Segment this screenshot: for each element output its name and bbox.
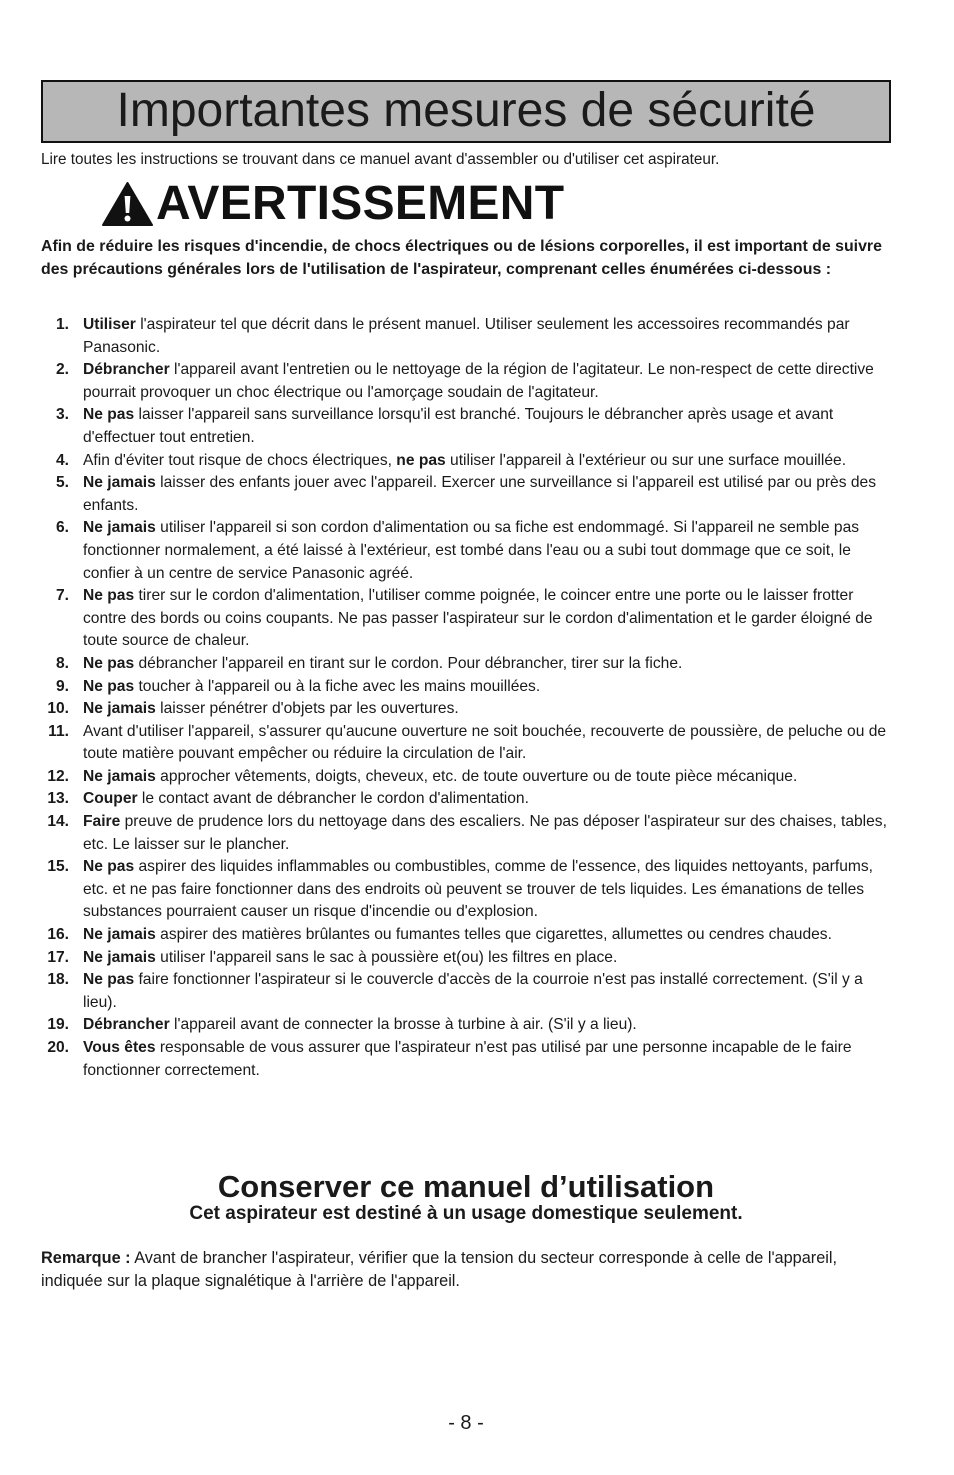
remark-paragraph — [41, 1247, 891, 1293]
rule-number: 14. — [47, 813, 69, 831]
safety-rule-item — [41, 359, 891, 404]
safety-rules-list — [41, 314, 891, 1082]
rule-text: tirer sur le cordon d'alimentation, l'utiliser comme poignée, le coincer entre une porte ou le laisser frotter contre des bords ou coins coupants. Ne pas passer l'aspirateur sur le cordon d'alimentation et le garder éloigné de toute source de chaleur. — [83, 587, 873, 650]
warning-lead: Afin de réduire les risques d'incendie, de chocs électriques ou de lésions corporelles, il est important de suivre des précautions générales lors de l'utilisation de l'aspirateur, comprenant celles énumérées ci-dessous : — [41, 238, 882, 278]
rule-keyword: Ne pas — [83, 406, 135, 424]
rule-number: 16. — [47, 926, 69, 944]
safety-rule-item — [41, 314, 891, 359]
rule-keyword: Ne jamais — [83, 474, 156, 492]
rule-keyword: Débrancher — [83, 361, 170, 379]
rule-text: laisser des enfants jouer avec l'appareil. Exercer une surveillance si l'appareil est utilisé par ou près des enfants. — [83, 474, 877, 514]
page-number: - 8 - — [448, 1412, 484, 1434]
warning-heading — [101, 176, 564, 232]
rule-text: Avant d'utiliser l'appareil, s'assurer qu'aucune ouverture ne soit bouchée, recouverte de poussière, de peluche ou de toute matière pouvant empêcher ou réduire la circulation de l'air. — [83, 722, 887, 763]
rule-text: l'aspirateur tel que décrit dans le présent manuel. Utiliser seulement les accessoires recommandés par Panasonic. — [83, 316, 850, 356]
rule-text: débrancher l'appareil en tirant sur le cordon. Pour débrancher, tirer sur la fiche. — [134, 654, 683, 672]
safety-rule-item — [41, 856, 891, 924]
safety-rule-item — [41, 698, 891, 721]
rule-text: utiliser l'appareil sans le sac à poussière et(ou) les filtres en place. — [155, 948, 618, 966]
safety-rule-item — [41, 517, 891, 585]
rule-keyword: Ne jamais — [83, 948, 156, 966]
rule-number: 8. — [55, 654, 69, 672]
rule-keyword: Ne pas — [83, 587, 135, 605]
safety-rule-item — [41, 766, 891, 789]
rule-keyword: Ne jamais — [83, 519, 156, 537]
rule-text: utiliser l'appareil à l'extérieur ou sur une surface mouillée. — [445, 451, 847, 469]
rule-number: 15. — [47, 858, 69, 876]
rule-number: 2. — [55, 361, 69, 379]
intro-text: Lire toutes les instructions se trouvant dans ce manuel avant d'assembler ou d'utiliser cet aspirateur. — [41, 151, 720, 168]
rule-keyword: Ne pas — [83, 858, 135, 876]
rule-keyword: Ne jamais — [83, 700, 156, 718]
rule-text: l'appareil avant de connecter la brosse à turbine à air. (S'il y a lieu). — [169, 1016, 637, 1034]
rule-keyword: Débrancher — [83, 1016, 170, 1034]
rule-number: 4. — [55, 451, 69, 469]
rule-text: laisser pénétrer d'objets par les ouvertures. — [155, 700, 459, 718]
remark-text: Avant de brancher l'aspirateur, vérifier que la tension du secteur corresponde à celle de l'appareil, indiquée sur la plaque signalétique à l'arrière de l'appareil. — [41, 1249, 838, 1290]
rule-text: aspirer des liquides inflammables ou combustibles, comme de l'essence, des liquides nettoyants, parfums, etc. et ne pas faire fonctionner dans des endroits où peuvent se trouver de tels liquides. Les émanations de telles substances pourraient causer un risque d'incendie ou d'explosion. — [83, 858, 873, 921]
warning-triangle-icon — [101, 181, 154, 227]
safety-rule-item — [41, 811, 891, 856]
safety-rule-item — [41, 969, 891, 1014]
rule-number: 9. — [55, 677, 69, 695]
keep-manual-title: Conserver ce manuel d’utilisation — [217, 1169, 715, 1204]
rule-text: approcher vêtements, doigts, cheveux, etc. de toute ouverture ou de toute pièce mécanique. — [155, 767, 798, 785]
rule-number: 12. — [47, 767, 69, 785]
rule-keyword: Ne pas — [83, 971, 135, 989]
page-title-box — [41, 80, 891, 143]
rule-text: preuve de prudence lors du nettoyage dans des escaliers. Ne pas déposer l'aspirateur sur des chaises, tables, etc. Le laisser sur le plancher. — [83, 813, 887, 853]
rule-number: 5. — [55, 474, 69, 492]
safety-rule-item — [41, 721, 891, 766]
rule-keyword: Faire — [83, 813, 121, 831]
rule-number: 6. — [55, 519, 69, 537]
rule-number: 18. — [47, 971, 69, 989]
remark-label: Remarque : — [41, 1249, 131, 1267]
safety-rule-item — [41, 450, 891, 473]
rule-text: l'appareil avant l'entretien ou le nettoyage de la région de l'agitateur. Le non-respect de cette directive pourrait provoquer un choc électrique ou l'amorçage soudain de l'agitateur. — [83, 361, 874, 401]
safety-rule-item — [41, 1037, 891, 1082]
safety-rule-item — [41, 788, 891, 811]
rule-number: 11. — [48, 722, 69, 740]
safety-rule-item — [41, 472, 891, 517]
rule-number: 7. — [55, 587, 69, 605]
rule-text: responsable de vous assurer que l'aspirateur n'est pas utilisé par une personne incapable de le faire fonctionner correctement. — [83, 1039, 852, 1079]
safety-rule-item — [41, 404, 891, 449]
safety-rule-item — [41, 653, 891, 676]
rule-number: 17. — [47, 948, 69, 966]
rule-text: utiliser l'appareil si son cordon d'alimentation ou sa fiche est endommagé. Si l'appareil ne semble pas fonctionner normalement, a été laissé à l'extérieur, est tombé dans l'eau ou a subi tout dommage que ce soit, le confier à un centre de service Panasonic agréé. — [83, 519, 860, 582]
rule-keyword: ne pas — [396, 451, 446, 469]
safety-rule-item — [41, 585, 891, 653]
safety-rule-item — [41, 1014, 891, 1037]
rule-text: faire fonctionner l'aspirateur si le couvercle d'accès de la courroie n'est pas installé correctement. (S'il y a lieu). — [83, 971, 863, 1011]
rule-keyword: Utiliser — [83, 316, 136, 333]
rule-number: 20. — [47, 1039, 69, 1056]
safety-rule-item — [41, 947, 891, 970]
rule-keyword: Vous êtes — [83, 1039, 156, 1056]
rule-number: 13. — [47, 790, 69, 808]
warning-word: AVERTISSEMENT — [156, 177, 565, 230]
page-title: Importantes mesures de sécurité — [116, 84, 816, 137]
rule-keyword: Couper — [83, 790, 138, 808]
rule-number: 19. — [47, 1016, 69, 1034]
rule-keyword: Ne pas — [83, 677, 135, 695]
safety-rule-item — [41, 676, 891, 699]
household-use-subtitle: Cet aspirateur est destiné à un usage domestique seulement. — [189, 1203, 743, 1224]
rule-number: 10. — [47, 700, 69, 718]
rule-keyword: Ne pas — [83, 654, 135, 672]
rule-text: aspirer des matières brûlantes ou fumantes telles que cigarettes, allumettes ou cendres chaudes. — [155, 926, 832, 944]
rule-keyword: Ne jamais — [83, 767, 156, 785]
rule-text: toucher à l'appareil ou à la fiche avec les mains mouillées. — [134, 677, 541, 695]
rule-number: 3. — [55, 406, 69, 424]
rule-text: Afin d'éviter tout risque de chocs électriques, — [83, 451, 397, 469]
rule-text: laisser l'appareil sans surveillance lorsqu'il est branché. Toujours le débrancher après usage et avant d'effectuer tout entretien. — [83, 406, 834, 446]
rule-text: le contact avant de débrancher le cordon d'alimentation. — [137, 790, 529, 808]
rule-number: 1. — [55, 316, 69, 333]
safety-rule-item — [41, 924, 891, 947]
rule-keyword: Ne jamais — [83, 926, 156, 944]
